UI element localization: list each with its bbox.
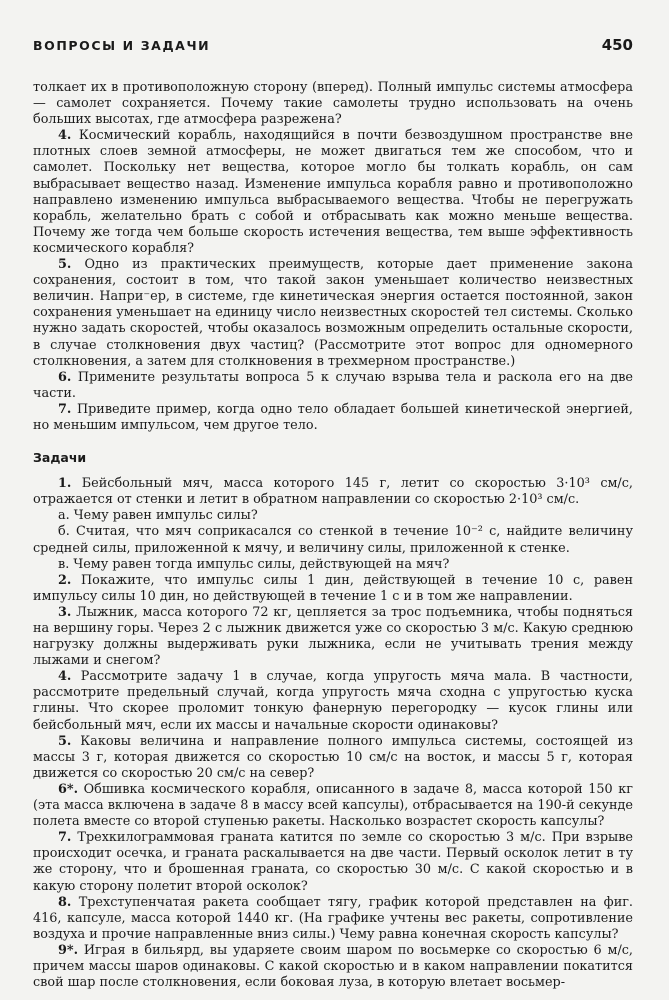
question-4 [33,128,633,257]
problem-number: 9*. [58,942,79,958]
problem-number: 3. [58,604,72,620]
question-number: 4. [58,128,72,144]
problem-text: а. Чему равен импульс силы? [58,508,258,524]
question-number: 6. [58,369,72,385]
problem-text: Трехступенчатая ракета сообщает тягу, график которой представлен на фиг. 416, капсуле, масса которой 1440 кг. (На графике учтены вес ракеты, сопротивление воздуха и прочие направленные вниз силы.) Чему равна конечная скорость капсулы? [33,894,633,942]
problem-7 [33,830,633,894]
problem-number: 4. [58,669,72,685]
problem-number: 2. [58,572,72,588]
problem-text: в. Чему равен тогда импульс силы, действующей на мяч? [58,556,450,572]
page-number: 450 [601,36,633,54]
problem-3 [33,605,633,669]
problem-text: Покажите, что импульс силы 1 дин, действующей в течение 10 с, равен импульсу силы 10 дин, но действующей в течение 1 с и в том же направлении. [33,572,633,604]
page-header [33,36,633,58]
problems-heading: Задачи [33,450,87,466]
problem-8 [33,895,633,943]
problem-6 [33,782,633,830]
question-text: Космический корабль, находящийся в почти безвоздушном пространстве вне плотных слоев земной атмосферы, не может двигаться тем же способом, что и самолет. Поскольку нет вещества, которое могло бы толкать корабль, он сам выбрасывает вещество назад. Изменение импульса корабля равно и противоположно направлено изменению импульса выбрасываемого вещества. Чтобы не перегружать корабль, желательно брать с собой и отбрасывать как можно меньше вещества. Почему же тогда чем больше скорость истечения вещества, тем выше эффективность космического корабля? [33,128,633,256]
question-text: Примените результаты вопроса 5 к случаю взрыва тела и раскола его на две части. [33,369,633,401]
problem-2 [33,573,633,605]
running-title: ВОПРОСЫ И ЗАДАЧИ [33,38,211,53]
problem-4 [33,669,633,733]
problem-number: 6*. [58,781,79,797]
problem-1c [33,557,633,573]
problem-number: 5. [58,733,72,749]
problem-9 [33,943,633,991]
question-5 [33,257,633,370]
question-6 [33,370,633,402]
problem-1b [33,524,633,556]
question-number: 5. [58,257,72,273]
question-text: Одно из практических преимуществ, которые дает применение закона сохранения, состоит в том, что такой закон уменьшает количество неизвестных величин. Напри⁻ер, в системе, где кинетическая энергия остается постоянной, закон сохранения уменьшает на единицу число неизвестных скоростей тел системы. Сколько нужно задать скоростей, чтобы оказалось возможным определить остальные скорости, в случае столкновения двух частиц? (Рассмотрите этот вопрос для одномерного столкновения, а затем для столкновения в трехмерном пространстве.) [33,257,633,369]
problem-text: Лыжник, масса которого 72 кг, цепляется за трос подъемника, чтобы подняться на вершину горы. Через 2 с лыжник движется уже со скоростью 3 м/с. Какую среднюю нагрузку должны выдерживать руки лыжника, если не учитывать трения между лыжами и снегом? [33,604,633,669]
problem-number: 8. [58,894,72,910]
question-number: 7. [58,401,72,417]
problem-text: Играя в бильярд, вы ударяете своим шаром по восьмерке со скоростью 6 м/с, причем массы шаров одинаковы. С какой скоростью и в каком направлении покатится свой шар после столкновения, если боковая луза, в которую влетает восьмер- [33,942,634,991]
problem-1a [33,508,633,524]
problem-number: 7. [58,830,72,846]
problem-text: Бейсбольный мяч, масса которого 145 г, летит со скоростью 3·10³ см/с, отражается от стенки и летит в обратном направлении со скоростью 2·10³ см/с. [33,476,633,508]
problem-text: Обшивка космического корабля, описанного в задаче 8, масса которой 150 кг (эта масса включена в задаче 8 в массу всей капсулы), отбрасывается на 190-й секунде полета вместе со второй ступенью ракеты. Насколько возрастет скорость капсулы? [33,781,633,830]
problem-1 [33,476,633,508]
problem-number: 1. [58,476,72,492]
text-body [33,80,633,991]
question-7 [33,402,633,434]
problem-text: Каковы величина и направление полного импульса системы, состоящей из массы 3 г, которая движется со скоростью 10 см/с на восток, и массы 5 г, которая движется со скоростью 20 см/с на север? [33,733,633,781]
problem-text: Рассмотрите задачу 1 в случае, когда упругость мяча мала. В частности, рассмотрите предельный случай, когда упругость мяча сходна с упругостью куска глины. Что скорее проломит тонкую фанерную перегородку — кусок глины или бейсбольный мяч, если их массы и начальные скорости одинаковы? [33,669,633,733]
question-text: Приведите пример, когда одно тело обладает большей кинетической энергией, но меньшим импульсом, чем другое тело. [33,401,633,433]
problem-text: Трехкилограммовая граната катится по земле со скоростью 3 м/с. При взрыве происходит осечка, и граната раскалывается на две части. Первый осколок летит в ту же сторону, что и брошенная граната, со скоростью 30 м/с. С какой скоростью и в какую сторону полетит второй осколок? [33,830,633,894]
problem-text: б. Считая, что мяч соприкасался со стенкой в течение 10⁻² с, найдите величину средней силы, приложенной к мячу, и величину силы, приложенной к стенке. [33,524,633,556]
paragraph-continuation: толкает их в противоположную сторону (вперед). Полный импульс системы атмосфера — самолет сохраняется. Почему такие самолеты трудно использовать на очень больших высотах, где атмосфера разрежена? [33,80,633,128]
problem-5 [33,734,633,782]
